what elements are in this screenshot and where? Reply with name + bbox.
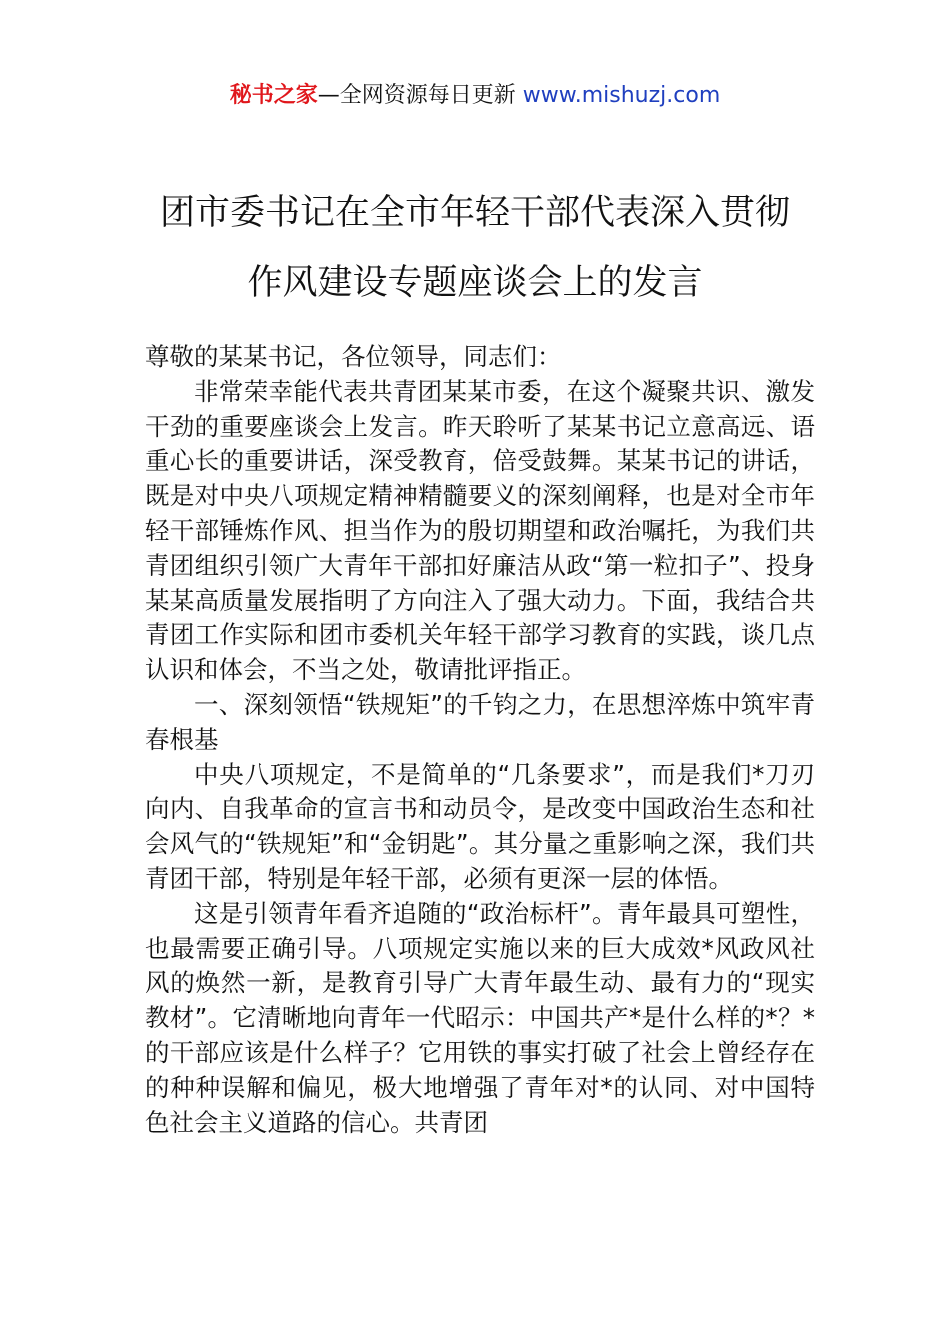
title-line-2: 作风建设专题座谈会上的发言: [247, 263, 703, 303]
site-brand: 秘书之家: [229, 83, 318, 108]
salutation: 尊敬的某某书记，各位领导，同志们：: [145, 342, 562, 371]
site-url-link[interactable]: www.mishuzj.com: [522, 83, 721, 108]
paragraph-3: 这是引领青年看齐追随的“政治标杆”。青年最具可塑性，也最需要正确引导。八项规定实施以来的巨大成效*风政风社风的焕然一新，是教育引导广大青年最生动、最有力的“现实教材”。它清晰地向青年一代昭示：中国共产*是什么样的*？*的干部应该是什么样子？它用铁的事实打破了社会上曾经存在的种种误解和偏见，极大地增强了青年对*的认同、对中国特色社会主义道路的信心。共青团: [145, 898, 815, 1137]
paragraph-2: 中央八项规定，不是简单的“几条要求”，而是我们*刀刃向内、自我革命的宣言书和动员令，是改变中国政治生态和社会风气的“铁规矩”和“金钥匙”。其分量之重影响之深，我们共青团干部，特别是年轻干部，必须有更深一层的体悟。: [145, 759, 815, 893]
section-heading-1: 一、深刻领悟“铁规矩”的千钧之力，在思想淬炼中筑牢青春根基: [145, 689, 815, 754]
document-body: [145, 340, 815, 1140]
site-tagline: —全网资源每日更新: [317, 83, 523, 108]
document-title: [100, 178, 850, 318]
site-header: [0, 80, 950, 112]
paragraph-intro: 非常荣幸能代表共青团某某市委，在这个凝聚共识、激发干劲的重要座谈会上发言。昨天聆听了某某书记立意高远、语重心长的重要讲话，深受教育，倍受鼓舞。某某书记的讲话，既是对中央八项规定精神精髓要义的深刻阐释，也是对全市年轻干部锤炼作风、担当作为的殷切期望和政治嘱托，为我们共青团组织引领广大青年干部扣好廉洁从政“第一粒扣子”、投身某某高质量发展指明了方向注入了强大动力。下面，我结合共青团工作实际和团市委机关年轻干部学习教育的实践，谈几点认识和体会，不当之处，敬请批评指正。: [145, 376, 815, 685]
title-line-1: 团市委书记在全市年轻干部代表深入贯彻: [159, 193, 790, 233]
